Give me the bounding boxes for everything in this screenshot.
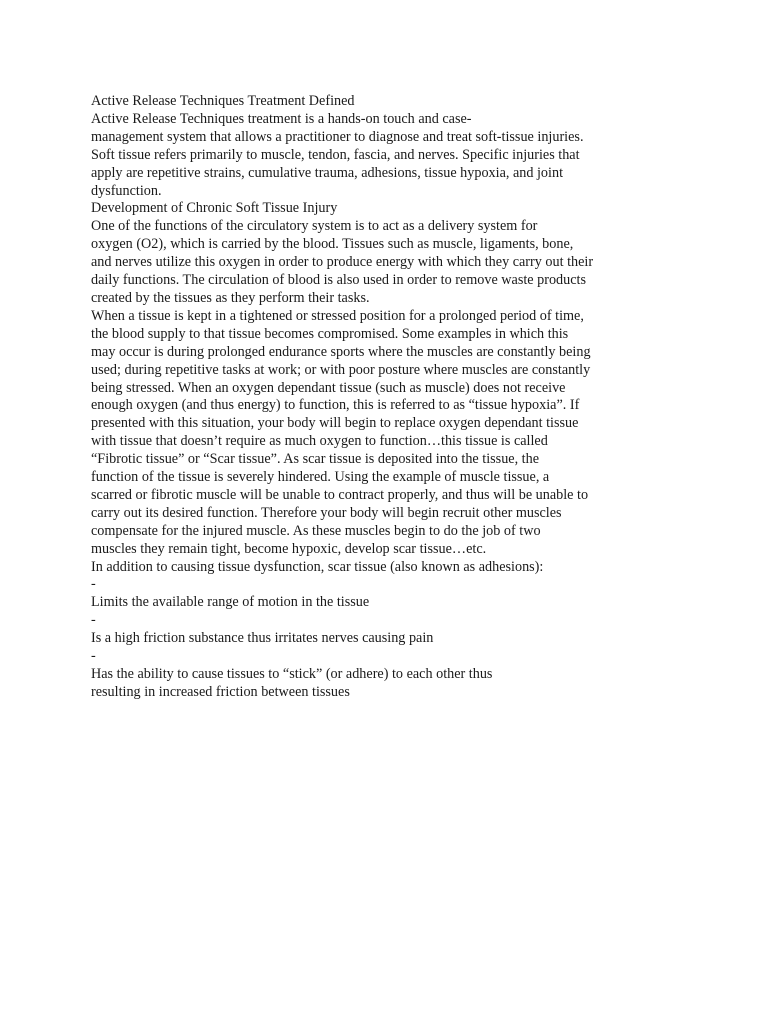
text-line: dysfunction. xyxy=(91,182,162,199)
text-line: used; during repetitive tasks at work; or with poor posture where muscles are constantly xyxy=(91,361,591,378)
text-line: In addition to causing tissue dysfunction, scar tissue (also known as adhesions): xyxy=(91,558,544,575)
text-line: presented with this situation, your body will begin to replace oxygen dependant tissue xyxy=(91,415,579,432)
text-line: Active Release Techniques treatment is a hands-on touch and case- xyxy=(91,110,472,127)
list-bullet: - xyxy=(91,648,96,665)
text-line: being stressed. When an oxygen dependant tissue (such as muscle) does not receive xyxy=(91,379,566,396)
text-line: and nerves utilize this oxygen in order to produce energy with which they carry out their xyxy=(91,254,594,271)
text-line: compensate for the injured muscle. As these muscles begin to do the job of two xyxy=(91,522,541,539)
text-line: the blood supply to that tissue becomes compromised. Some examples in which this xyxy=(91,325,569,342)
text-line: Soft tissue refers primarily to muscle, tendon, fascia, and nerves. Specific injuries that xyxy=(91,146,580,163)
text-line: may occur is during prolonged endurance sports where the muscles are constantly being xyxy=(91,343,591,360)
text-line: scarred or fibrotic muscle will be unable to contract properly, and thus will be unable to xyxy=(91,486,589,503)
text-line: enough oxygen (and thus energy) to function, this is referred to as “tissue hypoxia”. If xyxy=(91,397,580,414)
list-item: Has the ability to cause tissues to “stick” (or adhere) to each other thus xyxy=(91,666,493,682)
text-line: management system that allows a practitioner to diagnose and treat soft-tissue injuries. xyxy=(91,128,584,145)
text-line: created by the tissues as they perform their tasks. xyxy=(91,289,370,306)
list-item: Is a high friction substance thus irritates nerves causing pain xyxy=(91,630,434,647)
text-line: “Fibrotic tissue” or “Scar tissue”. As scar tissue is deposited into the tissue, the xyxy=(91,451,540,468)
text-line: apply are repetitive strains, cumulative trauma, adhesions, tissue hypoxia, and joint xyxy=(91,164,564,181)
text-line: daily functions. The circulation of blood is also used in order to remove waste products xyxy=(91,272,587,289)
document-title: Active Release Techniques Treatment Defined xyxy=(91,93,355,109)
list-bullet: - xyxy=(91,576,96,593)
text-line: One of the functions of the circulatory system is to act as a delivery system for xyxy=(91,218,538,235)
section-heading: Development of Chronic Soft Tissue Injury xyxy=(91,200,338,217)
document-page xyxy=(91,93,731,702)
text-line: with tissue that doesn’t require as much oxygen to function…this tissue is called xyxy=(91,433,548,450)
list-item: resulting in increased friction between tissues xyxy=(91,683,350,700)
list-bullet: - xyxy=(91,612,96,629)
text-line: When a tissue is kept in a tightened or stressed position for a prolonged period of time, xyxy=(91,307,584,324)
text-line: oxygen (O2), which is carried by the blood. Tissues such as muscle, ligaments, bone, xyxy=(91,236,574,253)
list-item: Limits the available range of motion in the tissue xyxy=(91,594,370,611)
text-line: muscles they remain tight, become hypoxic, develop scar tissue…etc. xyxy=(91,540,487,557)
text-line: carry out its desired function. Therefore your body will begin recruit other muscles xyxy=(91,504,562,521)
text-line: function of the tissue is severely hindered. Using the example of muscle tissue, a xyxy=(91,469,550,486)
